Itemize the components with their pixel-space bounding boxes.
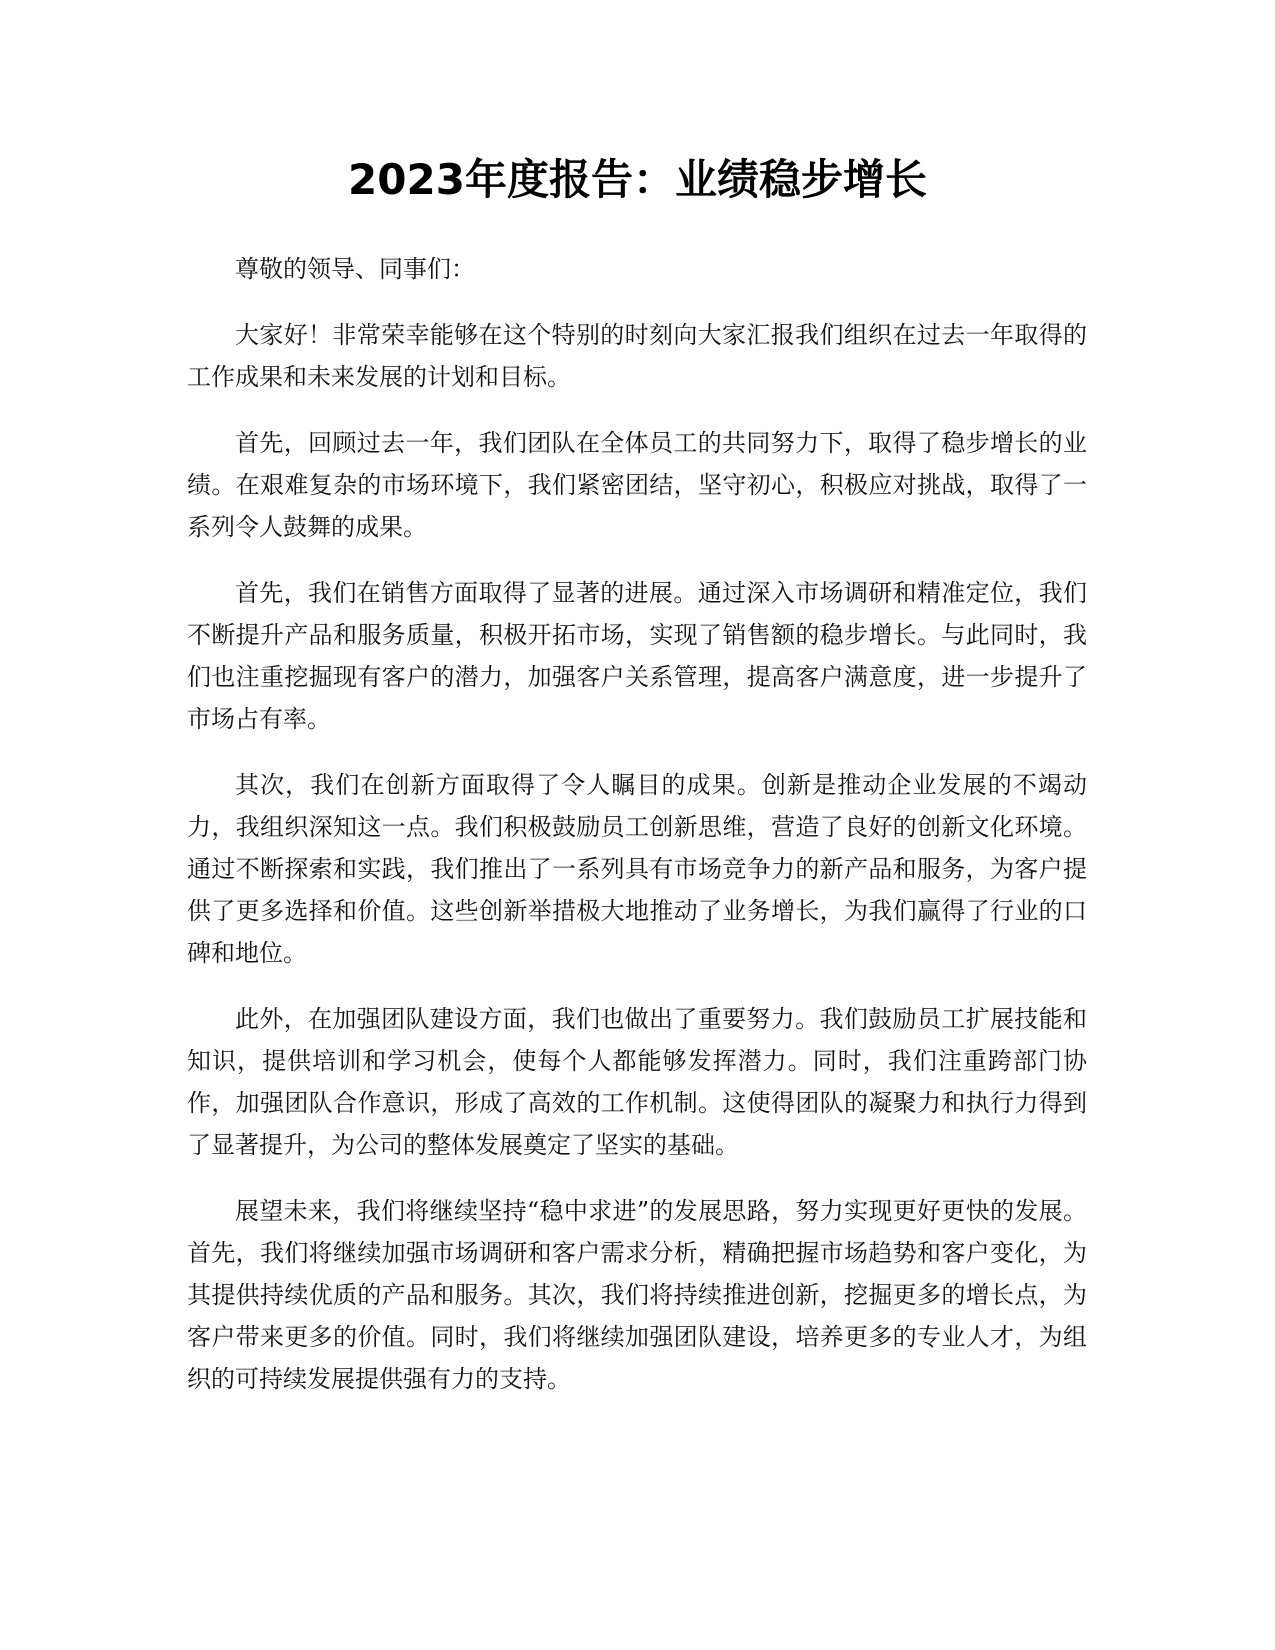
- innovation-paragraph: 其次，我们在创新方面取得了令人瞩目的成果。创新是推动企业发展的不竭动力，我组织深知这一点。我们积极鼓励员工创新思维，营造了良好的创新文化环境。通过不断探索和实践，我们推出了一系列具有市场竞争力的新产品和服务，为客户提供了更多选择和价值。这些创新举措极大地推动了业务增长，为我们赢得了行业的口碑和地位。: [187, 771, 1087, 967]
- sales-paragraph: 首先，我们在销售方面取得了显著的进展。通过深入市场调研和精准定位，我们不断提升产品和服务质量，积极开拓市场，实现了销售额的稳步增长。与此同时，我们也注重挖掘现有客户的潜力，加强客户关系管理，提高客户满意度，进一步提升了市场占有率。: [187, 579, 1087, 733]
- document-title: 2023年度报告：业绩稳步增长: [348, 155, 927, 204]
- salutation-paragraph: 尊敬的领导、同事们：: [235, 255, 475, 283]
- review-paragraph: 首先，回顾过去一年，我们团队在全体员工的共同努力下，取得了稳步增长的业绩。在艰难复杂的市场环境下，我们紧密团结，坚守初心，积极应对挑战，取得了一系列令人鼓舞的成果。: [187, 429, 1087, 541]
- greeting-paragraph: 大家好！非常荣幸能够在这个特别的时刻向大家汇报我们组织在过去一年取得的工作成果和未来发展的计划和目标。: [187, 321, 1087, 391]
- outlook-paragraph: 展望未来，我们将继续坚持“稳中求进”的发展思路，努力实现更好更快的发展。首先，我们将继续加强市场调研和客户需求分析，精确把握市场趋势和客户变化，为其提供持续优质的产品和服务。其次，我们将持续推进创新，挖掘更多的增长点，为客户带来更多的价值。同时，我们将继续加强团队建设，培养更多的专业人才，为组织的可持续发展提供强有力的支持。: [187, 1197, 1087, 1393]
- document-body: [187, 248, 1087, 1424]
- team-building-paragraph: 此外，在加强团队建设方面，我们也做出了重要努力。我们鼓励员工扩展技能和知识，提供培训和学习机会，使每个人都能够发挥潜力。同时，我们注重跨部门协作，加强团队合作意识，形成了高效的工作机制。这使得团队的凝聚力和执行力得到了显著提升，为公司的整体发展奠定了坚实的基础。: [187, 1005, 1087, 1159]
